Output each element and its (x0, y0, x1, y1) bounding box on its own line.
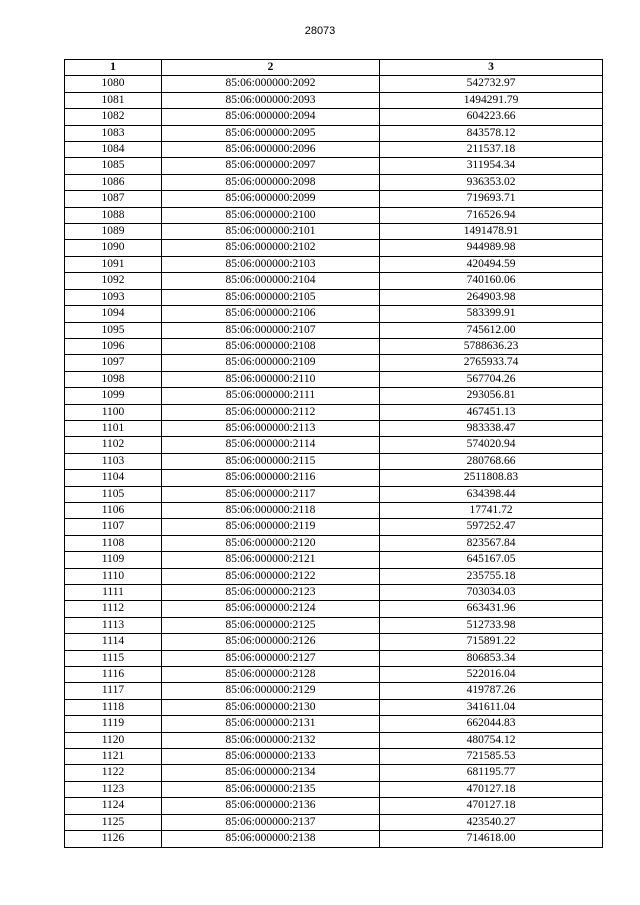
table-row (65, 338, 603, 354)
row-number-cell: 1119 (65, 716, 162, 732)
cadastral-number-cell: 85:06:000000:2112 (162, 404, 380, 420)
value-cell: 719693.71 (380, 191, 603, 207)
row-number-cell: 1125 (65, 814, 162, 830)
row-number-cell: 1098 (65, 371, 162, 387)
table-row (65, 92, 603, 108)
table-row (65, 634, 603, 650)
value-cell: 5788636.23 (380, 338, 603, 354)
value-cell: 235755.18 (380, 568, 603, 584)
row-number-cell: 1126 (65, 831, 162, 847)
value-cell: 264903.98 (380, 289, 603, 305)
row-number-cell: 1096 (65, 338, 162, 354)
row-number-cell: 1084 (65, 142, 162, 158)
table-row (65, 256, 603, 272)
table-row (65, 732, 603, 748)
row-number-cell: 1082 (65, 109, 162, 125)
row-number-cell: 1092 (65, 273, 162, 289)
value-cell: 703034.03 (380, 585, 603, 601)
cadastral-number-cell: 85:06:000000:2102 (162, 240, 380, 256)
table-row (65, 174, 603, 190)
row-number-cell: 1091 (65, 256, 162, 272)
value-cell: 293056.81 (380, 388, 603, 404)
row-number-cell: 1105 (65, 486, 162, 502)
value-cell: 663431.96 (380, 601, 603, 617)
cadastral-number-cell: 85:06:000000:2113 (162, 420, 380, 436)
table-row (65, 814, 603, 830)
row-number-cell: 1110 (65, 568, 162, 584)
cadastral-number-cell: 85:06:000000:2100 (162, 207, 380, 223)
table-row (65, 781, 603, 797)
cadastral-number-cell: 85:06:000000:2132 (162, 732, 380, 748)
table-row (65, 667, 603, 683)
table-row (65, 371, 603, 387)
table-row (65, 109, 603, 125)
cadastral-number-cell: 85:06:000000:2101 (162, 224, 380, 240)
cadastral-number-cell: 85:06:000000:2126 (162, 634, 380, 650)
cadastral-number-cell: 85:06:000000:2138 (162, 831, 380, 847)
row-number-cell: 1104 (65, 470, 162, 486)
table-row (65, 585, 603, 601)
cadastral-number-cell: 85:06:000000:2137 (162, 814, 380, 830)
table-row (65, 437, 603, 453)
header-row (65, 60, 603, 76)
row-number-cell: 1093 (65, 289, 162, 305)
row-number-cell: 1088 (65, 207, 162, 223)
cadastral-number-cell: 85:06:000000:2109 (162, 355, 380, 371)
value-cell: 1491478.91 (380, 224, 603, 240)
row-number-cell: 1120 (65, 732, 162, 748)
cadastral-number-cell: 85:06:000000:2129 (162, 683, 380, 699)
cadastral-number-cell: 85:06:000000:2107 (162, 322, 380, 338)
row-number-cell: 1090 (65, 240, 162, 256)
value-cell: 936353.02 (380, 174, 603, 190)
row-number-cell: 1083 (65, 125, 162, 141)
table-row (65, 306, 603, 322)
row-number-cell: 1094 (65, 306, 162, 322)
table-row (65, 683, 603, 699)
value-cell: 467451.13 (380, 404, 603, 420)
row-number-cell: 1097 (65, 355, 162, 371)
value-cell: 721585.53 (380, 749, 603, 765)
table-row (65, 420, 603, 436)
row-number-cell: 1117 (65, 683, 162, 699)
table-body (65, 76, 603, 847)
row-number-cell: 1109 (65, 552, 162, 568)
row-number-cell: 1103 (65, 453, 162, 469)
cadastral-number-cell: 85:06:000000:2123 (162, 585, 380, 601)
table-row (65, 289, 603, 305)
column-header-3: 3 (380, 60, 603, 76)
cadastral-number-cell: 85:06:000000:2131 (162, 716, 380, 732)
cadastral-number-cell: 85:06:000000:2117 (162, 486, 380, 502)
value-cell: 522016.04 (380, 667, 603, 683)
cadastral-number-cell: 85:06:000000:2114 (162, 437, 380, 453)
table-row (65, 601, 603, 617)
table-row (65, 142, 603, 158)
row-number-cell: 1124 (65, 798, 162, 814)
row-number-cell: 1107 (65, 519, 162, 535)
row-number-cell: 1102 (65, 437, 162, 453)
row-number-cell: 1101 (65, 420, 162, 436)
cadastral-number-cell: 85:06:000000:2108 (162, 338, 380, 354)
row-number-cell: 1100 (65, 404, 162, 420)
table-row (65, 322, 603, 338)
value-cell: 512733.98 (380, 617, 603, 633)
value-cell: 211537.18 (380, 142, 603, 158)
value-cell: 420494.59 (380, 256, 603, 272)
row-number-cell: 1121 (65, 749, 162, 765)
cadastral-number-cell: 85:06:000000:2127 (162, 650, 380, 666)
cadastral-number-cell: 85:06:000000:2110 (162, 371, 380, 387)
table-row (65, 388, 603, 404)
table-row (65, 240, 603, 256)
cadastral-number-cell: 85:06:000000:2133 (162, 749, 380, 765)
table-row (65, 535, 603, 551)
cadastral-number-cell: 85:06:000000:2130 (162, 699, 380, 715)
cadastral-number-cell: 85:06:000000:2118 (162, 502, 380, 518)
cadastral-number-cell: 85:06:000000:2097 (162, 158, 380, 174)
cadastral-number-cell: 85:06:000000:2096 (162, 142, 380, 158)
cadastral-number-cell: 85:06:000000:2121 (162, 552, 380, 568)
row-number-cell: 1111 (65, 585, 162, 601)
value-cell: 714618.00 (380, 831, 603, 847)
value-cell: 542732.97 (380, 76, 603, 92)
cadastral-number-cell: 85:06:000000:2105 (162, 289, 380, 305)
table-row (65, 191, 603, 207)
row-number-cell: 1095 (65, 322, 162, 338)
row-number-cell: 1123 (65, 781, 162, 797)
row-number-cell: 1114 (65, 634, 162, 650)
row-number-cell: 1122 (65, 765, 162, 781)
value-cell: 341611.04 (380, 699, 603, 715)
value-cell: 740160.06 (380, 273, 603, 289)
row-number-cell: 1080 (65, 76, 162, 92)
value-cell: 823567.84 (380, 535, 603, 551)
row-number-cell: 1099 (65, 388, 162, 404)
cadastral-number-cell: 85:06:000000:2106 (162, 306, 380, 322)
row-number-cell: 1113 (65, 617, 162, 633)
value-cell: 715891.22 (380, 634, 603, 650)
value-cell: 1494291.79 (380, 92, 603, 108)
value-cell: 716526.94 (380, 207, 603, 223)
row-number-cell: 1089 (65, 224, 162, 240)
table-row (65, 207, 603, 223)
row-number-cell: 1118 (65, 699, 162, 715)
data-table (64, 59, 603, 848)
value-cell: 745612.00 (380, 322, 603, 338)
table-row (65, 716, 603, 732)
value-cell: 311954.34 (380, 158, 603, 174)
table-row (65, 617, 603, 633)
table-row (65, 699, 603, 715)
cadastral-number-cell: 85:06:000000:2111 (162, 388, 380, 404)
table-row (65, 519, 603, 535)
cadastral-number-cell: 85:06:000000:2095 (162, 125, 380, 141)
cadastral-number-cell: 85:06:000000:2104 (162, 273, 380, 289)
cadastral-number-cell: 85:06:000000:2120 (162, 535, 380, 551)
value-cell: 843578.12 (380, 125, 603, 141)
table-row (65, 568, 603, 584)
value-cell: 645167.05 (380, 552, 603, 568)
value-cell: 2765933.74 (380, 355, 603, 371)
value-cell: 470127.18 (380, 781, 603, 797)
table-row (65, 486, 603, 502)
value-cell: 480754.12 (380, 732, 603, 748)
value-cell: 470127.18 (380, 798, 603, 814)
cadastral-number-cell: 85:06:000000:2134 (162, 765, 380, 781)
cadastral-number-cell: 85:06:000000:2116 (162, 470, 380, 486)
table-row (65, 453, 603, 469)
value-cell: 634398.44 (380, 486, 603, 502)
table-row (65, 404, 603, 420)
table-row (65, 158, 603, 174)
table-row (65, 355, 603, 371)
row-number-cell: 1086 (65, 174, 162, 190)
table-row (65, 224, 603, 240)
table-row (65, 470, 603, 486)
table-row (65, 831, 603, 847)
cadastral-number-cell: 85:06:000000:2115 (162, 453, 380, 469)
value-cell: 280768.66 (380, 453, 603, 469)
row-number-cell: 1081 (65, 92, 162, 108)
value-cell: 983338.47 (380, 420, 603, 436)
row-number-cell: 1085 (65, 158, 162, 174)
cadastral-number-cell: 85:06:000000:2122 (162, 568, 380, 584)
cadastral-number-cell: 85:06:000000:2135 (162, 781, 380, 797)
cadastral-number-cell: 85:06:000000:2092 (162, 76, 380, 92)
table-row (65, 749, 603, 765)
cadastral-number-cell: 85:06:000000:2124 (162, 601, 380, 617)
table-row (65, 273, 603, 289)
cadastral-number-cell: 85:06:000000:2099 (162, 191, 380, 207)
value-cell: 662044.83 (380, 716, 603, 732)
row-number-cell: 1087 (65, 191, 162, 207)
cadastral-number-cell: 85:06:000000:2125 (162, 617, 380, 633)
table-row (65, 76, 603, 92)
value-cell: 806853.34 (380, 650, 603, 666)
value-cell: 17741.72 (380, 502, 603, 518)
row-number-cell: 1115 (65, 650, 162, 666)
value-cell: 681195.77 (380, 765, 603, 781)
row-number-cell: 1106 (65, 502, 162, 518)
value-cell: 597252.47 (380, 519, 603, 535)
row-number-cell: 1112 (65, 601, 162, 617)
table-row (65, 765, 603, 781)
cadastral-number-cell: 85:06:000000:2103 (162, 256, 380, 272)
column-header-1: 1 (65, 60, 162, 76)
row-number-cell: 1108 (65, 535, 162, 551)
value-cell: 2511808.83 (380, 470, 603, 486)
row-number-cell: 1116 (65, 667, 162, 683)
cadastral-number-cell: 85:06:000000:2136 (162, 798, 380, 814)
cadastral-number-cell: 85:06:000000:2094 (162, 109, 380, 125)
value-cell: 604223.66 (380, 109, 603, 125)
column-header-2: 2 (162, 60, 380, 76)
cadastral-number-cell: 85:06:000000:2093 (162, 92, 380, 108)
value-cell: 423540.27 (380, 814, 603, 830)
table-row (65, 650, 603, 666)
value-cell: 583399.91 (380, 306, 603, 322)
value-cell: 574020.94 (380, 437, 603, 453)
table-row (65, 502, 603, 518)
value-cell: 567704.26 (380, 371, 603, 387)
table-row (65, 552, 603, 568)
cadastral-number-cell: 85:06:000000:2119 (162, 519, 380, 535)
value-cell: 419787.26 (380, 683, 603, 699)
table-row (65, 125, 603, 141)
page-number: 28073 (304, 25, 336, 37)
table-row (65, 798, 603, 814)
cadastral-number-cell: 85:06:000000:2098 (162, 174, 380, 190)
value-cell: 944989.98 (380, 240, 603, 256)
cadastral-number-cell: 85:06:000000:2128 (162, 667, 380, 683)
